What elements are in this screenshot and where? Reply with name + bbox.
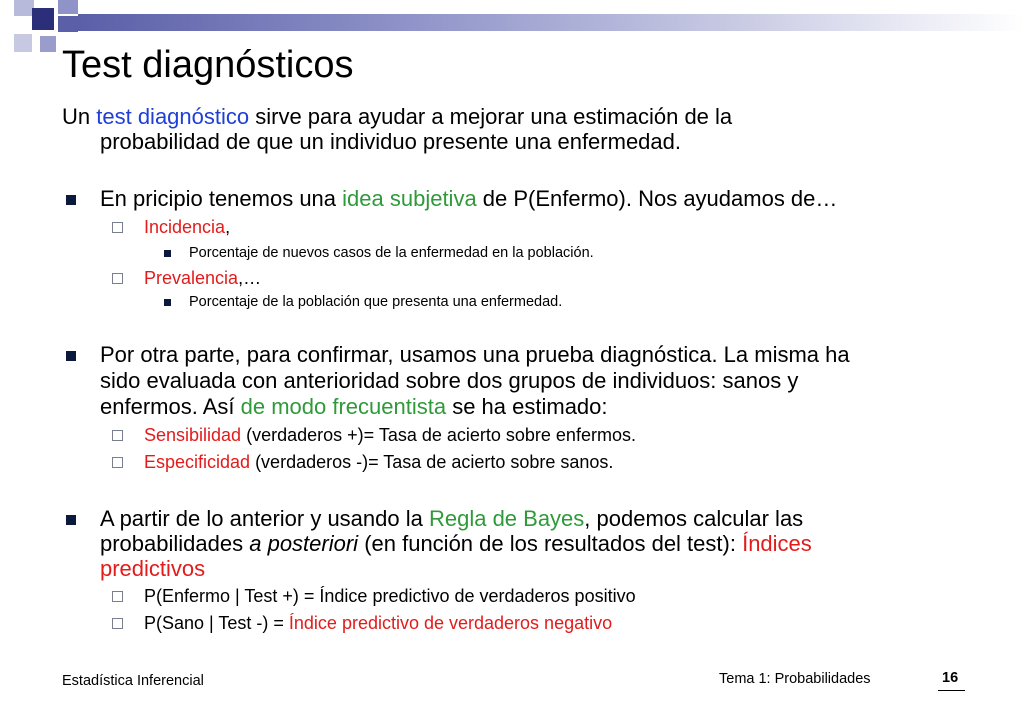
bullet-square-icon bbox=[66, 195, 76, 205]
bullet-3-line-2 bbox=[100, 532, 812, 556]
header-decor-square bbox=[40, 36, 56, 52]
page-number-underline bbox=[938, 690, 965, 691]
sub-sub-item-prevalencia: Porcentaje de la población que presenta una enfermedad. bbox=[189, 294, 563, 310]
sub-item-highlight: Índice predictivo de verdaderos negativo bbox=[288, 613, 613, 633]
sub-item-sensibilidad bbox=[144, 424, 636, 446]
checkbox-bullet-icon bbox=[112, 457, 123, 468]
checkbox-bullet-icon bbox=[112, 591, 123, 602]
bullet-highlight: Regla de Bayes bbox=[428, 506, 585, 531]
bullet-highlight: de modo frecuentista bbox=[240, 394, 447, 419]
sub-item-ipp: P(Enfermo | Test +) = Índice predictivo de verdaderos positivo bbox=[144, 586, 636, 606]
sub-item-highlight: Prevalencia bbox=[144, 268, 239, 288]
bullet-text: En pricipio tenemos una bbox=[100, 186, 343, 211]
bullet-text: A partir de lo anterior y usando la bbox=[100, 506, 429, 531]
bullet-3-line-3: predictivos bbox=[100, 556, 206, 581]
sub-item-prevalencia bbox=[144, 267, 261, 289]
header-banner bbox=[78, 14, 1024, 31]
bullet-1-line bbox=[100, 187, 837, 211]
checkbox-bullet-icon bbox=[112, 618, 123, 629]
intro-highlight: test diagnóstico bbox=[96, 104, 250, 129]
sub-item-incidencia bbox=[144, 216, 230, 238]
intro-text: sirve para ayudar a mejorar una estimación de la bbox=[249, 104, 733, 129]
bullet-2-line-3 bbox=[100, 395, 608, 419]
bullet-text: se ha estimado: bbox=[446, 394, 608, 419]
bullet-text: enfermos. Así bbox=[100, 394, 241, 419]
footer-topic: Tema 1: Probabilidades bbox=[719, 671, 871, 687]
intro-line-2: probabilidad de que un individuo presente una enfermedad. bbox=[100, 129, 681, 154]
checkbox-bullet-icon bbox=[112, 430, 123, 441]
sub-item-text: (verdaderos +)= Tasa de acierto sobre enfermos. bbox=[241, 425, 636, 445]
header-decor-square bbox=[32, 8, 54, 30]
bullet-highlight: idea subjetiva bbox=[342, 186, 477, 211]
sub-item-text: P(Sano | Test -) = bbox=[144, 613, 289, 633]
sub-sub-item-incidencia: Porcentaje de nuevos casos de la enfermedad en la población. bbox=[189, 245, 594, 261]
footer-course: Estadística Inferencial bbox=[62, 673, 204, 689]
small-square-bullet-icon bbox=[164, 250, 171, 257]
sub-item-highlight: Sensibilidad bbox=[144, 425, 242, 445]
bullet-2-line-1: Por otra parte, para confirmar, usamos una prueba diagnóstica. La misma ha bbox=[100, 342, 850, 367]
bullet-2-line-2: sido evaluada con anterioridad sobre dos grupos de individuos: sanos y bbox=[100, 368, 799, 393]
sub-item-text: (verdaderos -)= Tasa de acierto sobre sanos. bbox=[250, 452, 614, 472]
header-decor-square bbox=[14, 0, 34, 16]
bullet-text: probabilidades bbox=[100, 531, 250, 556]
sub-item-text: , bbox=[225, 217, 231, 237]
bullet-italic: a posteriori bbox=[249, 531, 359, 556]
bullet-square-icon bbox=[66, 515, 76, 525]
sub-item-highlight: Incidencia bbox=[144, 217, 226, 237]
checkbox-bullet-icon bbox=[112, 273, 123, 284]
sub-item-especificidad bbox=[144, 451, 613, 473]
bullet-text: (en función de los resultados del test): bbox=[358, 531, 743, 556]
header-decor-square bbox=[58, 16, 78, 32]
intro-line-1 bbox=[62, 105, 732, 129]
bullet-highlight: Índices bbox=[742, 531, 812, 556]
bullet-3-line-1 bbox=[100, 507, 803, 531]
sub-item-ipn bbox=[144, 612, 612, 634]
intro-text: Un bbox=[62, 104, 97, 129]
bullet-text: de P(Enfermo). Nos ayudamos de… bbox=[476, 186, 838, 211]
sub-item-text: ,… bbox=[238, 268, 262, 288]
sub-item-highlight: Especificidad bbox=[144, 452, 251, 472]
header-decor-square bbox=[14, 34, 32, 52]
slide-title: Test diagnósticos bbox=[62, 44, 354, 86]
bullet-square-icon bbox=[66, 351, 76, 361]
header-decor-square bbox=[58, 0, 78, 14]
checkbox-bullet-icon bbox=[112, 222, 123, 233]
small-square-bullet-icon bbox=[164, 299, 171, 306]
bullet-text: , podemos calcular las bbox=[584, 506, 804, 531]
page-number: 16 bbox=[942, 670, 959, 686]
